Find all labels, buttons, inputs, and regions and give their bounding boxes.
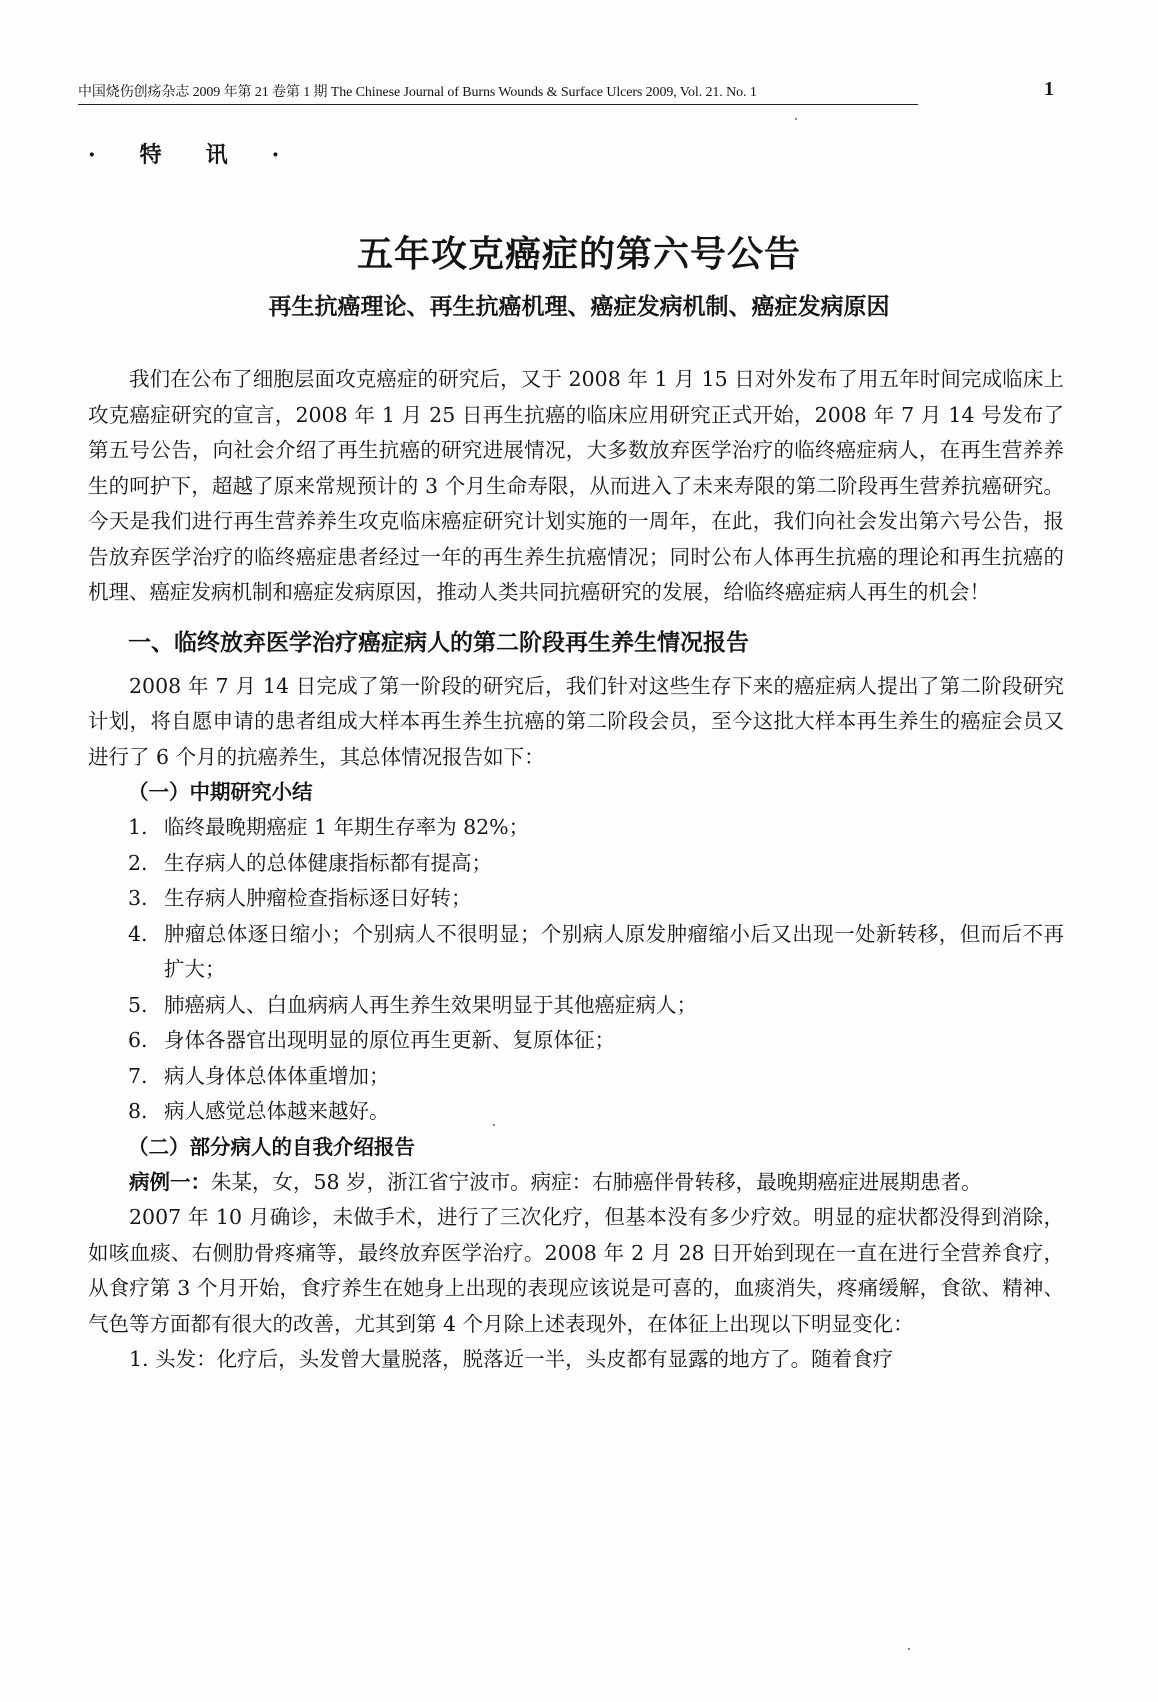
list-item-text: 肿瘤总体逐日缩小；个别病人不很明显；个别病人原发肿瘤缩小后又出现一处新转移，但而后不再扩大； [164,921,1064,981]
list-item-number: 2. [128,850,148,875]
list-item-text: 病人身体总体体重增加； [164,1063,390,1088]
list-item [128,917,1064,988]
subsection-2-heading: （二）部分病人的自我介绍报告 [128,1134,415,1159]
list-item-text: 身体各器官出现明显的原位再生更新、复原体征； [164,1028,615,1052]
list-item-number: 5. [128,992,148,1017]
section-1-paragraph: 2008 年 7 月 14 日完成了第一阶段的研究后，我们针对这些生存下来的癌症病人提出了第二阶段研究计划，将自愿申请的患者组成大样本再生养生抗癌的第二阶段会员，至今这批大样本再生养生的癌症会员又进行了 6 个月的抗癌养生，其总体情况报告如下： [88,673,1064,769]
list-item [128,1094,1064,1130]
list-item [128,1059,1064,1095]
case-1-intro-text: 朱某，女，58 岁，浙江省宁波市。病症：右肺癌伴骨转移，最晚期癌症进展期患者。 [211,1169,982,1194]
case-1-label: 病例一： [129,1169,211,1194]
list-item-number: 6. [128,1028,148,1052]
list-item [128,846,1064,882]
summary-list [88,810,1064,1130]
list-item-text: 病人感觉总体越来越好。 [164,1099,390,1123]
list-item [128,881,1064,917]
list-item-number: 1. [128,815,148,839]
page-number: 1 [1044,78,1054,100]
scan-speck [795,118,797,120]
case-1-intro [88,1165,1064,1201]
article-title: 五年攻克癌症的第六号公告 [356,234,801,275]
section-tag: ·特讯· [88,142,324,168]
list-item-number: 8. [128,1099,148,1123]
running-head: 中国烧伤创疡杂志 2009 年第 21 卷第 1 期 The Chinese Journal of Burns Wounds & Surface Ulcers 2009, Vol. 21. No. 1 [78,82,918,105]
list-item-text: 临终最晚期癌症 1 年期生存率为 82%； [164,815,530,839]
section-1-heading: 一、临终放弃医学治疗癌症病人的第二阶段再生养生情况报告 [128,629,749,656]
scan-speck [908,1648,910,1650]
list-item [128,810,1064,846]
subsection-1-heading: （一）中期研究小结 [128,780,313,804]
list-item-text: 生存病人的总体健康指标都有提高； [164,850,492,875]
list-item-number: 3. [128,886,148,910]
list-item-text: 生存病人肿瘤检查指标逐日好转； [164,886,472,910]
intro-paragraph: 我们在公布了细胞层面攻克癌症的研究后，又于 2008 年 1 月 15 日对外发布了用五年时间完成临床上攻克癌症研究的宣言，2008 年 1 月 25 日再生抗癌的临床应用研究正式开始，2008 年 7 月 14 号发布了第五号公告，向社会介绍了再生抗癌的研究进展情况，大多数放弃医学治疗的临终癌症病人，在再生营养养生的呵护下，超越了原来常规预计的 3 个月生命寿限，从而进入了未来寿限的第二阶段再生营养抗癌研究。今天是我们进行再生营养养生攻克临床癌症研究计划实施的一周年，在此，我们向社会发出第六号公告，报告放弃医学治疗的临终癌症患者经过一年的再生养生抗癌情况；同时公布人体再生抗癌的理论和再生抗癌的机理、癌症发病机制和癌症发病原因，推动人类共同抗癌研究的发展，给临终癌症病人再生的机会！ [88,367,1064,604]
case-1-item-1: 1. 头发：化疗后，头发曾大量脱落，脱落近一半，头皮都有显露的地方了。随着食疗 [129,1347,894,1371]
list-item [128,988,1064,1024]
case-1-paragraph: 2007 年 10 月确诊，未做手术，进行了三次化疗，但基本没有多少疗效。明显的症状都没得到消除，如咳血痰、右侧肋骨疼痛等，最终放弃医学治疗。2008 年 2 月 28 日开始到现在一直在进行全营养食疗，从食疗第 3 个月开始，食疗养生在她身上出现的表现应该说是可喜的，血痰消失，疼痛缓解，食欲、精神、气色等方面都有很大的改善，尤其到第 4 个月除上述表现外，在体征上出现以下明显变化： [88,1205,1064,1336]
scan-speck [493,1124,495,1126]
list-item [128,1023,1064,1059]
list-item-number: 4. [128,921,148,946]
article-subtitle: 再生抗癌理论、再生抗癌机理、癌症发病机制、癌症发病原因 [268,294,890,320]
list-item-text: 肺癌病人、白血病病人再生养生效果明显于其他癌症病人； [164,992,697,1017]
article-body [88,362,1064,1378]
list-item-number: 7. [128,1063,148,1088]
